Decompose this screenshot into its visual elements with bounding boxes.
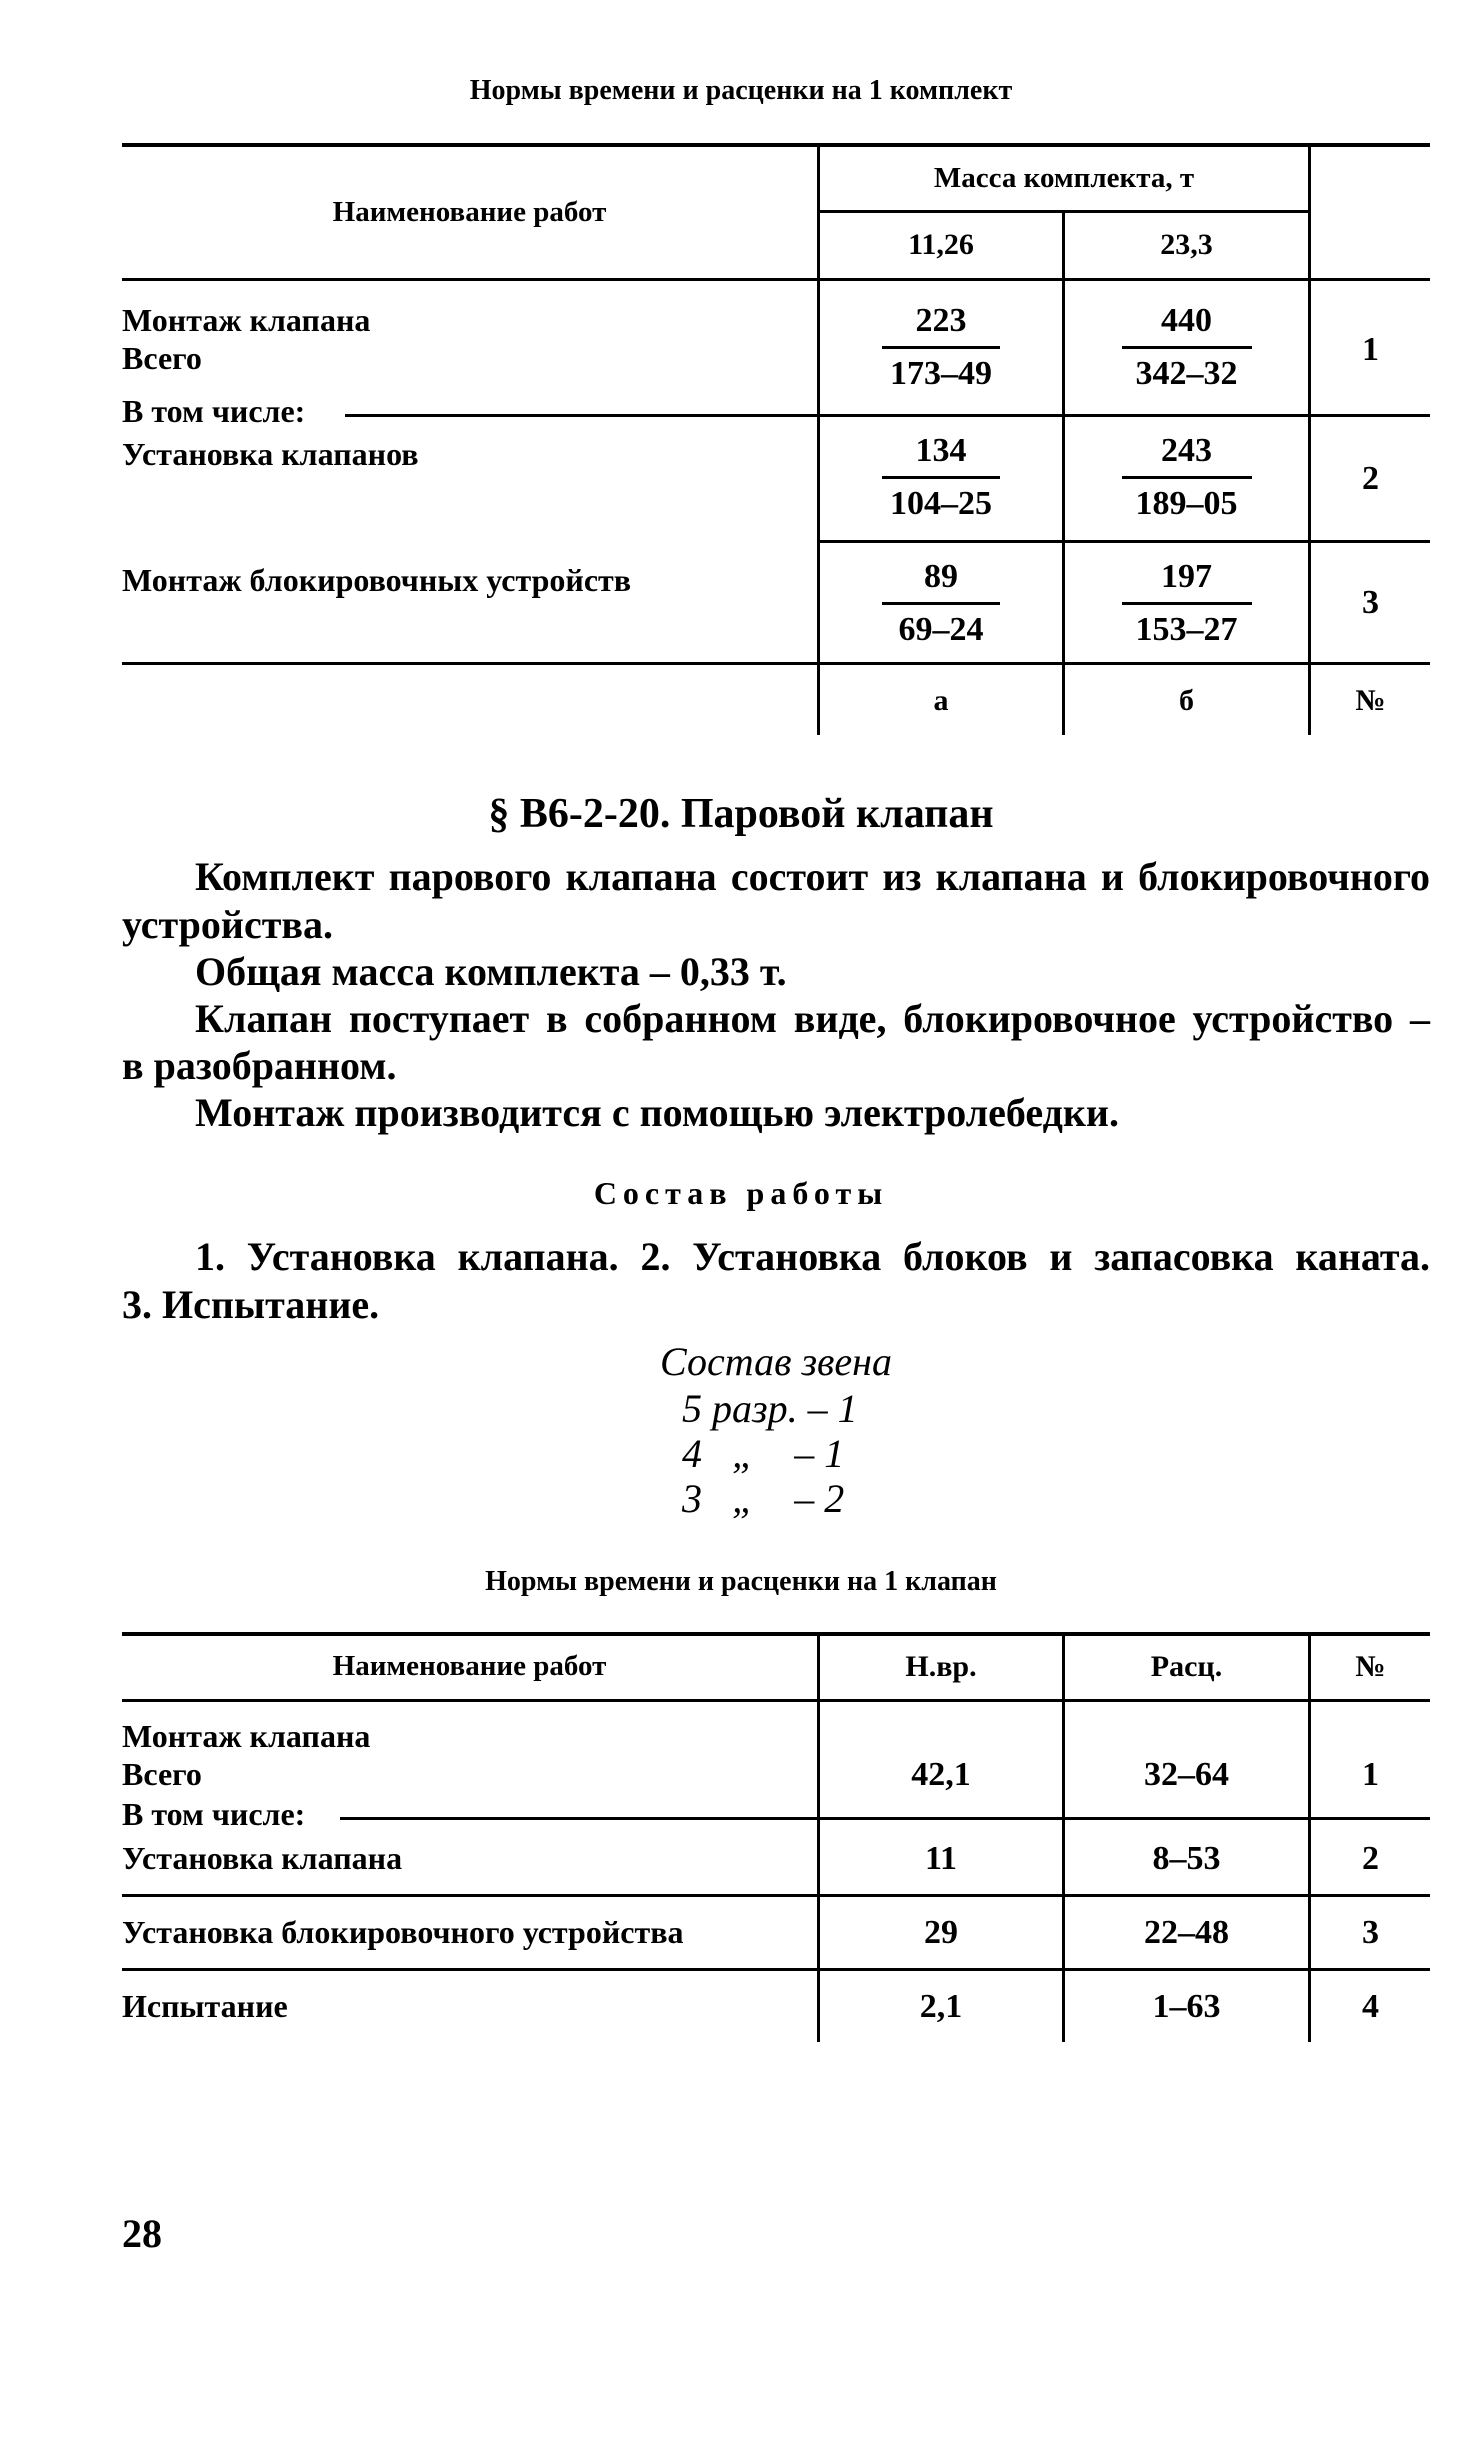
fraction-bottom: 104–25 (890, 485, 992, 522)
fraction-bottom: 69–24 (898, 611, 984, 648)
table2-top-rule (122, 1632, 1430, 1636)
table1-row1-rule (345, 414, 1430, 417)
paragraph-1-line-1: Комплект парового клапана состоит из клапана и блокировочного (195, 854, 1430, 899)
table2-rasc-header: Расц. (1150, 1650, 1223, 1683)
fraction-top: 440 (1161, 302, 1212, 339)
table2-row1-label2: Всего (122, 1756, 202, 1792)
table2-row4-num: 4 (1362, 1988, 1379, 2025)
table1-footer-num: № (1355, 684, 1386, 717)
table2-vrule-1 (817, 1632, 820, 2042)
table1-row3-label: Монтаж блокировочных устройств (122, 562, 632, 598)
table1-row2-label: Установка клапанов (122, 436, 419, 472)
crew-row-2: 4 „ – 1 (682, 1431, 845, 1476)
page-number: 28 (122, 2211, 162, 2256)
fraction-top: 223 (915, 302, 967, 339)
table2-row2-rule (122, 1894, 1430, 1897)
table2-row3-rule (122, 1968, 1430, 1971)
table2-row3-label: Установка блокировочного устройства (122, 1914, 684, 1950)
table2-row1-rasc: 32–64 (1144, 1756, 1229, 1793)
table1-name-header: Наименование работ (332, 196, 607, 228)
table1-top-rule (122, 143, 1430, 147)
table1-row1-subnote: В том числе: (122, 393, 306, 429)
fraction-bar (1122, 602, 1252, 605)
fraction-bar (882, 602, 1000, 605)
table1-subcol-a: 11,26 (908, 228, 974, 261)
table1-row3-b (1065, 558, 1308, 649)
paragraph-4: Монтаж производится с помощью электролебедки. (195, 1090, 1119, 1135)
table2-row3-nvr: 29 (924, 1914, 958, 1951)
table1-header-rule (122, 278, 1430, 281)
fraction-bottom: 189–05 (1135, 485, 1238, 522)
table1-subcol-b: 23,3 (1160, 228, 1213, 261)
table2-row1-sub-rule (340, 1817, 1430, 1820)
paragraph-2: Общая масса комплекта – 0,33 т. (195, 949, 787, 994)
table1-row1-label1: Монтаж клапана (122, 302, 371, 338)
table1-row1-b (1065, 302, 1308, 393)
section-heading: § В6-2-20. Паровой клапан (488, 791, 994, 837)
table2-row1-nvr: 42,1 (911, 1756, 971, 1793)
fraction-bar (1122, 476, 1252, 479)
table1-vrule-3 (1308, 143, 1311, 735)
table1-row2-a (820, 432, 1062, 523)
table2-title: Нормы времени и расценки на 1 клапан (485, 1566, 997, 1597)
table1-row2-num: 2 (1362, 460, 1379, 497)
fraction-bottom: 173–49 (890, 355, 992, 392)
fraction-top: 89 (924, 558, 958, 595)
table1-footer-b: б (1179, 684, 1194, 717)
table1-row1-label2: Всего (122, 340, 202, 376)
table1-row2-b (1065, 432, 1308, 523)
fraction-top: 197 (1161, 558, 1212, 595)
table2-row4-label: Испытание (122, 1988, 288, 2024)
table2-row1-num: 1 (1362, 1756, 1379, 1793)
work-line-2: 3. Испытание. (122, 1282, 380, 1327)
paragraph-3-line-2: в разобранном. (122, 1043, 397, 1088)
fraction-bottom: 153–27 (1135, 611, 1238, 648)
table2-row3-rasc: 22–48 (1144, 1914, 1229, 1951)
crew-title: Состав звена (660, 1339, 893, 1384)
table2-vrule-3 (1308, 1632, 1311, 2042)
table2-num-header: № (1355, 1650, 1386, 1683)
fraction-bar (882, 346, 1000, 349)
table1-row1-a (820, 302, 1062, 393)
table2-nvr-header: Н.вр. (905, 1650, 977, 1683)
table1-row2-rule (818, 540, 1430, 543)
fraction-bottom: 342–32 (1135, 355, 1238, 392)
table2-header-rule (122, 1699, 1430, 1702)
crew-row-1: 5 разр. – 1 (682, 1386, 858, 1431)
table2-name-header: Наименование работ (332, 1650, 607, 1682)
table2-row1-label1: Монтаж клапана (122, 1718, 371, 1754)
table1-row3-a (820, 558, 1062, 649)
paragraph-3-line-1: Клапан поступает в собранном виде, блокировочное устройство – (195, 996, 1430, 1041)
table1-row1-num: 1 (1362, 331, 1379, 368)
table2-row2-nvr: 11 (924, 1840, 958, 1877)
table1-mass-header: Масса комплекта, т (933, 162, 1195, 194)
fraction-bar (882, 476, 1000, 479)
table2-row2-label: Установка клапана (122, 1840, 403, 1876)
crew-row-3: 3 „ – 2 (682, 1476, 845, 1521)
table1-row3-num: 3 (1362, 584, 1379, 621)
fraction-bar (1122, 346, 1252, 349)
work-heading: Состав работы (593, 1175, 889, 1211)
paragraph-1-line-2: устройства. (122, 902, 333, 947)
table1-body-end-rule (122, 662, 1430, 665)
table1-title: Нормы времени и расценки на 1 комплект (469, 75, 1013, 106)
fraction-top: 134 (915, 432, 967, 469)
fraction-top: 243 (1161, 432, 1212, 469)
table2-row4-nvr: 2,1 (919, 1988, 963, 2025)
table2-row4-rasc: 1–63 (1152, 1988, 1221, 2025)
table1-footer-a: а (933, 684, 949, 717)
table2-row3-num: 3 (1362, 1914, 1379, 1951)
table2-row1-subnote: В том числе: (122, 1796, 306, 1832)
table2-row2-num: 2 (1362, 1840, 1379, 1877)
table2-vrule-2 (1062, 1632, 1065, 2042)
work-line-1: 1. Установка клапана. 2. Установка блоков и запасовка каната. (195, 1234, 1430, 1279)
table2-row2-rasc: 8–53 (1152, 1840, 1221, 1877)
